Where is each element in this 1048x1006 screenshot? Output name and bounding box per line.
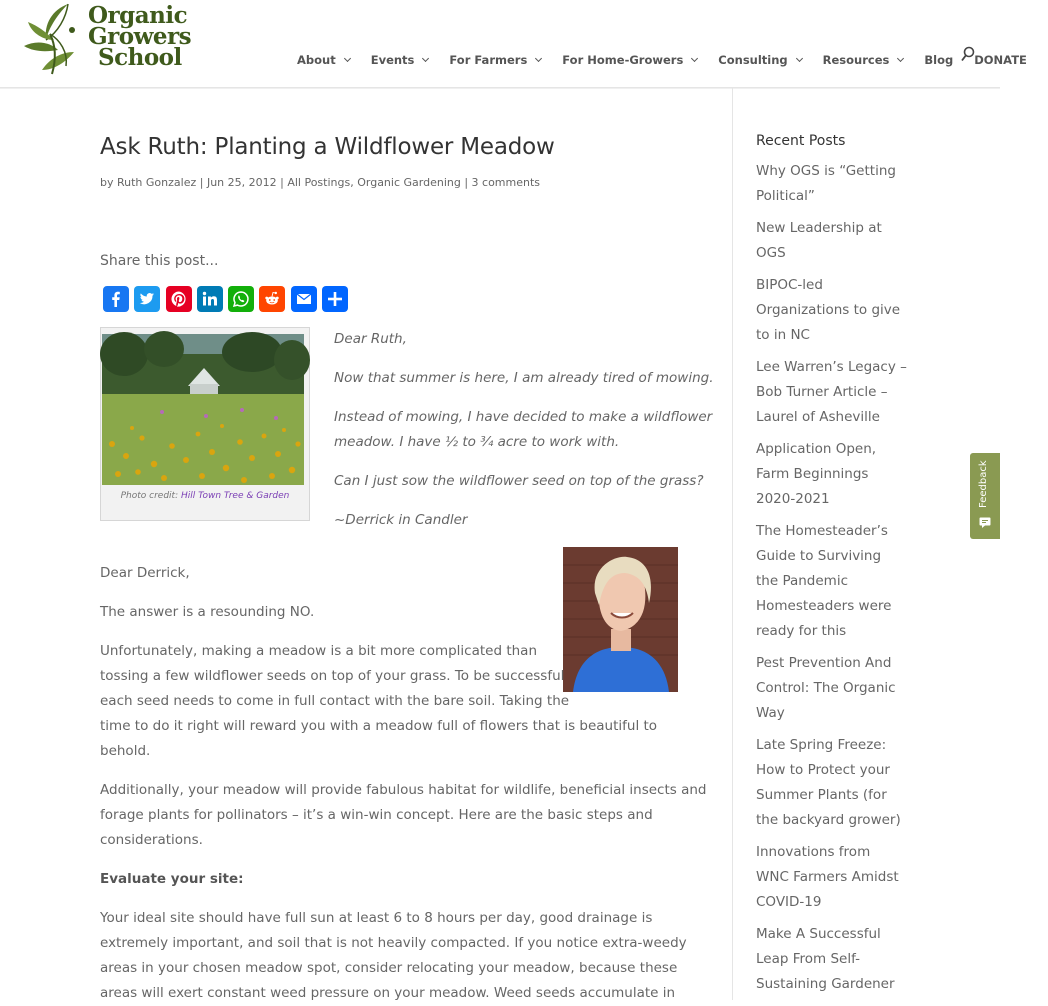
body-line: behold. <box>100 743 151 759</box>
nav-item-blog[interactable] <box>924 53 953 67</box>
nav-item-label: For Home-Growers <box>562 53 684 67</box>
pinterest-icon <box>170 290 188 308</box>
letter-line: Can I just sow the wildflower seed on top of the grass? <box>334 473 704 489</box>
nav-item-label: About <box>297 53 336 67</box>
recent-post-link[interactable] <box>756 519 891 644</box>
letter-line: ~Derrick in Candler <box>334 512 468 528</box>
recent-post-line: Laurel of Asheville <box>756 409 880 425</box>
body-line: tossing a few wildflower seeds on top of your grass. To be successful <box>100 668 565 684</box>
photo-credit-prefix: Photo credit: <box>120 491 179 501</box>
recent-post-line: ready for this <box>756 623 847 639</box>
recent-post-line: Pest Prevention And <box>756 655 892 671</box>
chevron-down-icon <box>691 55 698 62</box>
recent-post-link[interactable] <box>756 733 901 833</box>
wildflower-meadow-photo <box>102 334 304 485</box>
search-icon[interactable] <box>961 46 975 62</box>
body-line: Dear Derrick, <box>100 565 190 581</box>
nav-item-label: Resources <box>822 53 890 67</box>
nav-item-label: Blog <box>924 53 954 67</box>
recent-post-line: Homesteaders were <box>756 598 892 614</box>
body-line: Your ideal site should have full sun at least 6 to 8 hours per day, good drainage is <box>100 910 653 926</box>
feedback-label: Feedback <box>978 460 989 508</box>
letter-line: Now that summer is here, I am already tired of mowing. <box>334 370 714 386</box>
reddit-share-button[interactable] <box>259 286 285 312</box>
leaf-logo-icon <box>22 0 92 76</box>
meta-comma: , <box>350 176 358 189</box>
recent-post-line: 2020-2021 <box>756 491 830 507</box>
recent-post-line: OGS <box>756 245 786 261</box>
whatsapp-icon <box>232 290 250 308</box>
recent-post-line: Summer Plants (for <box>756 787 887 803</box>
author-portrait <box>563 547 678 692</box>
feedback-tab[interactable] <box>970 453 1000 539</box>
category-link[interactable]: Organic Gardening <box>357 176 461 189</box>
chevron-down-icon <box>422 55 429 62</box>
letter-line: meadow. I have ½ to ¾ acre to work with. <box>334 434 620 450</box>
share-button[interactable] <box>322 286 348 312</box>
whatsapp-share-button[interactable] <box>228 286 254 312</box>
post-meta <box>100 176 540 189</box>
author-link[interactable]: Ruth Gonzalez <box>117 176 197 189</box>
recent-post-line: Application Open, <box>756 441 877 457</box>
plus-icon <box>326 290 344 308</box>
recent-post-line: Leap From Self- <box>756 951 860 967</box>
nav-item-resources[interactable] <box>823 53 904 67</box>
chevron-down-icon <box>344 55 351 62</box>
main-nav <box>297 51 1048 69</box>
recent-post-link[interactable] <box>756 840 899 915</box>
recent-post-line: Farm Beginnings <box>756 466 869 482</box>
nav-item-label: Consulting <box>718 53 788 67</box>
linkedin-share-button[interactable] <box>197 286 223 312</box>
recent-post-line: to in NC <box>756 327 810 343</box>
recent-post-link[interactable] <box>756 159 896 209</box>
post-meta-by: by <box>100 176 114 189</box>
recent-post-line: Political” <box>756 188 815 204</box>
recent-post-line: Control: The Organic <box>756 680 896 696</box>
twitter-icon <box>138 290 156 308</box>
email-icon <box>295 290 313 308</box>
recent-post-line: Way <box>756 705 785 721</box>
recent-post-line: Guide to Surviving <box>756 548 882 564</box>
letter-line: Instead of mowing, I have decided to make a wildflower <box>334 409 713 425</box>
pinterest-share-button[interactable] <box>166 286 192 312</box>
recent-post-line: Organizations to give <box>756 302 901 318</box>
body-line: considerations. <box>100 832 203 848</box>
site-header <box>0 0 1027 88</box>
share-label: Share this post... <box>100 253 219 269</box>
facebook-icon <box>107 290 125 308</box>
recent-post-link[interactable] <box>756 437 876 512</box>
photo-credit-link[interactable]: Hill Town Tree & Garden <box>180 491 290 501</box>
nav-item-about[interactable] <box>297 53 350 67</box>
body-line: Unfortunately, making a meadow is a bit more complicated than <box>100 643 538 659</box>
recent-post-line: BIPOC-led <box>756 277 823 293</box>
nav-item-events[interactable] <box>371 53 429 67</box>
meta-separator: | <box>464 176 472 189</box>
recent-post-link[interactable] <box>756 273 900 348</box>
nav-item-donate[interactable] <box>974 53 1027 67</box>
recent-post-line: Sustaining Gardener <box>756 976 895 992</box>
chevron-down-icon <box>796 55 803 62</box>
logo-wordmark <box>88 2 192 71</box>
sidebar-divider <box>732 88 733 1000</box>
body-line: time to do it right will reward you with a meadow full of flowers that is beautiful to <box>100 718 658 734</box>
nav-item-consulting[interactable] <box>718 53 801 67</box>
recent-post-link[interactable] <box>756 922 895 997</box>
body-line: each seed needs to come in full contact with the bare soil. Taking the <box>100 693 570 709</box>
recent-post-line: The Homesteader’s <box>756 523 888 539</box>
recent-post-line: the backyard grower) <box>756 812 901 828</box>
reddit-icon <box>263 290 281 308</box>
share-buttons <box>103 286 353 312</box>
category-link[interactable]: All Postings <box>287 176 351 189</box>
recent-post-line: Late Spring Freeze: <box>756 737 887 753</box>
post-title: Ask Ruth: Planting a Wildflower Meadow <box>100 134 555 160</box>
body-line: forage plants for pollinators – it’s a win-win concept. Here are the basic steps and <box>100 807 653 823</box>
linkedin-icon <box>201 290 219 308</box>
photo-credit <box>101 491 309 501</box>
chat-icon <box>979 517 991 528</box>
body-line: areas in your chosen meadow spot, consider relocating your meadow, because these <box>100 960 678 976</box>
email-share-button[interactable] <box>291 286 317 312</box>
body-line: areas will exert constant weed pressure on your meadow. Weed seeds accumulate in <box>100 985 676 1001</box>
recent-post-link[interactable] <box>756 216 882 266</box>
nav-item-label: For Farmers <box>449 53 528 67</box>
nav-item-for-farmers[interactable] <box>449 53 541 67</box>
section-heading: Evaluate your site: <box>100 871 244 887</box>
recent-post-link[interactable] <box>756 651 896 726</box>
site-logo[interactable] <box>22 0 192 76</box>
logo-line: Organic <box>88 2 188 29</box>
body-line: The answer is a resounding NO. <box>100 604 315 620</box>
meta-separator: | <box>280 176 288 189</box>
nav-item-label: DONATE <box>974 53 1027 67</box>
recent-post-line: COVID-19 <box>756 894 822 910</box>
recent-post-line: New Leadership at <box>756 220 882 236</box>
recent-post-line: How to Protect your <box>756 762 890 778</box>
recent-post-line: Bob Turner Article – <box>756 384 888 400</box>
twitter-share-button[interactable] <box>134 286 160 312</box>
recent-post-link[interactable] <box>756 355 907 430</box>
nav-item-label: Events <box>370 53 415 67</box>
body-line: Additionally, your meadow will provide fabulous habitat for wildlife, beneficial insects and <box>100 782 707 798</box>
recent-post-line: the Pandemic <box>756 573 849 589</box>
body-line: extremely important, and soil that is not heavily compacted. If you notice extra-weedy <box>100 935 687 951</box>
recent-post-line: Lee Warren’s Legacy – <box>756 359 907 375</box>
nav-item-for-home-growers[interactable] <box>562 53 697 67</box>
post-date: Jun 25, 2012 <box>206 176 277 189</box>
recent-post-line: WNC Farmers Amidst <box>756 869 899 885</box>
chevron-down-icon <box>897 55 904 62</box>
comments-link[interactable]: 3 comments <box>471 176 541 189</box>
photo-figure <box>100 327 310 521</box>
logo-line: Growers <box>88 23 192 50</box>
letter-line: Dear Ruth, <box>334 331 407 347</box>
chevron-down-icon <box>535 55 542 62</box>
recent-post-line: Make A Successful <box>756 926 881 942</box>
meta-separator: | <box>199 176 207 189</box>
recent-post-line: Innovations from <box>756 844 871 860</box>
logo-line: School <box>98 44 182 71</box>
recent-posts-title: Recent Posts <box>756 133 846 149</box>
facebook-share-button[interactable] <box>103 286 129 312</box>
recent-post-line: Why OGS is “Getting <box>756 163 896 179</box>
